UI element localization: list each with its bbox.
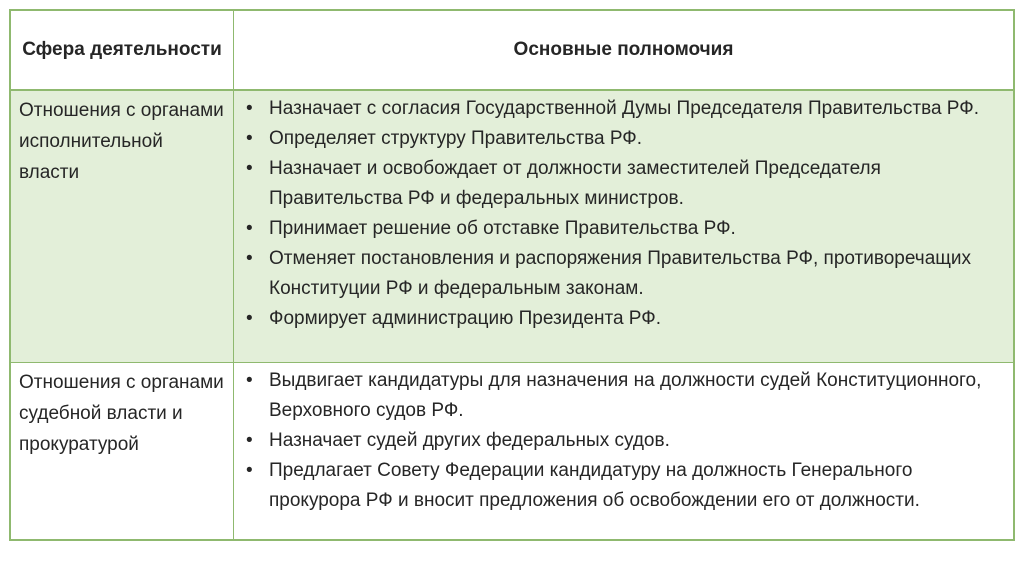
bullet-icon: • <box>246 248 253 269</box>
bullet-icon: • <box>246 430 253 451</box>
table-row-executive <box>11 90 1014 363</box>
powers-cell <box>234 363 1014 540</box>
powers-table <box>9 9 1015 541</box>
list-item <box>234 244 1013 304</box>
powers-list <box>234 363 1013 516</box>
table-header-row <box>11 11 1014 91</box>
list-item <box>234 214 1013 244</box>
bullet-icon: • <box>246 128 253 149</box>
bullet-icon: • <box>246 370 253 391</box>
list-item-text: Предлагает Совету Федерации кандидатуру на должность Генерального прокурора РФ и вносит предложения об освобождении его от должности. <box>269 460 920 511</box>
sphere-cell <box>11 90 234 363</box>
bullet-icon: • <box>246 218 253 239</box>
header-powers-label: Основные полномочия <box>513 39 734 60</box>
list-item <box>234 456 1013 516</box>
powers-table-grid <box>10 10 1014 540</box>
list-item-text: Назначает и освобождает от должности заместителей Председателя Правительства РФ и федеральных министров. <box>269 158 881 209</box>
list-item <box>234 94 1013 124</box>
header-powers <box>234 11 1014 91</box>
bullet-icon: • <box>246 308 253 329</box>
list-item-text: Назначает с согласия Государственной Думы Председателя Правительства РФ. <box>269 98 979 119</box>
list-item-text: Выдвигает кандидатуры для назначения на должности судей Конституционного, Верховного судов РФ. <box>269 370 982 421</box>
powers-list <box>234 91 1013 334</box>
header-sphere <box>11 11 234 91</box>
list-item <box>234 366 1013 426</box>
list-item <box>234 426 1013 456</box>
header-sphere-label: Сфера деятельности <box>22 39 222 60</box>
list-item-text: Назначает судей других федеральных судов. <box>269 430 670 451</box>
bullet-icon: • <box>246 98 253 119</box>
list-item <box>234 124 1013 154</box>
powers-cell <box>234 90 1014 363</box>
table-row-judicial <box>11 363 1014 540</box>
list-item-text: Отменяет постановления и распоряжения Правительства РФ, противоречащих Конституции РФ и федеральным законам. <box>269 248 972 299</box>
list-item <box>234 154 1013 214</box>
bullet-icon: • <box>246 158 253 179</box>
list-item-text: Принимает решение об отставке Правительства РФ. <box>269 218 736 239</box>
bullet-icon: • <box>246 460 253 481</box>
list-item <box>234 304 1013 334</box>
sphere-cell <box>11 363 234 540</box>
sphere-label: Отношения с органами исполнительной власти <box>19 100 224 183</box>
list-item-text: Определяет структуру Правительства РФ. <box>269 128 643 149</box>
sphere-label: Отношения с органами судебной власти и прокуратурой <box>19 372 224 455</box>
list-item-text: Формирует администрацию Президента РФ. <box>269 308 661 329</box>
